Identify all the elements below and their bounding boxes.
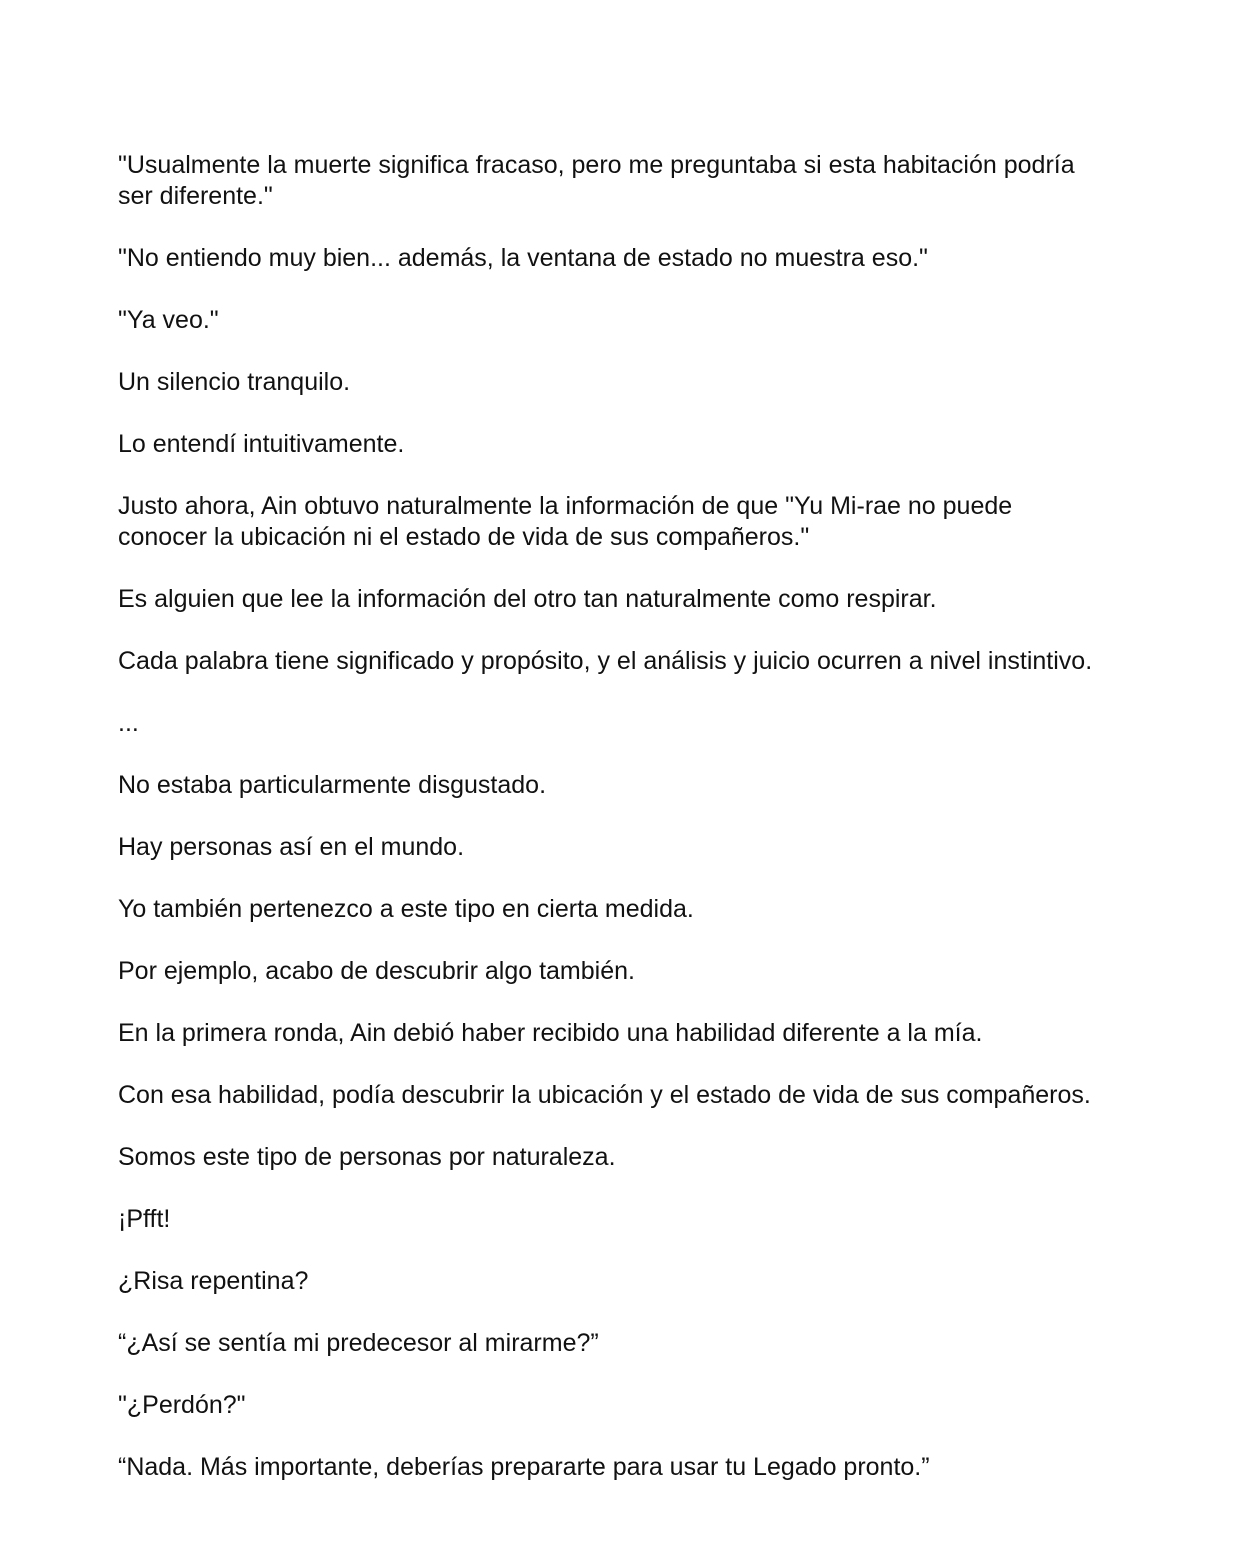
paragraph: No estaba particularmente disgustado.	[118, 771, 547, 799]
paragraph: "Ya veo."	[118, 306, 219, 334]
paragraph: Hay personas así en el mundo.	[118, 833, 465, 861]
paragraph: Con esa habilidad, podía descubrir la ubicación y el estado de vida de sus compañeros.	[118, 1081, 1091, 1109]
paragraph: ¡Pfft!	[118, 1205, 171, 1233]
paragraph: Lo entendí intuitivamente.	[118, 430, 405, 458]
paragraph: ¿Risa repentina?	[118, 1267, 309, 1295]
paragraph: "¿Perdón?"	[118, 1391, 246, 1419]
paragraph: “¿Así se sentía mi predecesor al mirarme?”	[118, 1329, 599, 1357]
paragraph: ...	[118, 709, 139, 737]
text-body	[118, 150, 1108, 1514]
paragraph: Es alguien que lee la información del otro tan naturalmente como respirar.	[118, 585, 937, 613]
paragraph: “Nada. Más importante, deberías prepararte para usar tu Legado pronto.”	[118, 1453, 930, 1481]
paragraph: En la primera ronda, Ain debió haber recibido una habilidad diferente a la mía.	[118, 1019, 983, 1047]
paragraph: Un silencio tranquilo.	[118, 368, 351, 396]
paragraph: Justo ahora, Ain obtuvo naturalmente la información de que "Yu Mi-rae no puede conocer la ubicación ni el estado de vida de sus compañeros."	[118, 492, 1013, 551]
paragraph: Somos este tipo de personas por naturaleza.	[118, 1143, 616, 1171]
paragraph: Por ejemplo, acabo de descubrir algo también.	[118, 957, 635, 985]
paragraph: "Usualmente la muerte significa fracaso, pero me preguntaba si esta habitación podría ser diferente."	[118, 151, 1075, 210]
paragraph: "No entiendo muy bien... además, la ventana de estado no muestra eso."	[118, 244, 928, 272]
paragraph: Yo también pertenezco a este tipo en cierta medida.	[118, 895, 694, 923]
paragraph: Cada palabra tiene significado y propósito, y el análisis y juicio ocurren a nivel instintivo.	[118, 647, 1093, 675]
